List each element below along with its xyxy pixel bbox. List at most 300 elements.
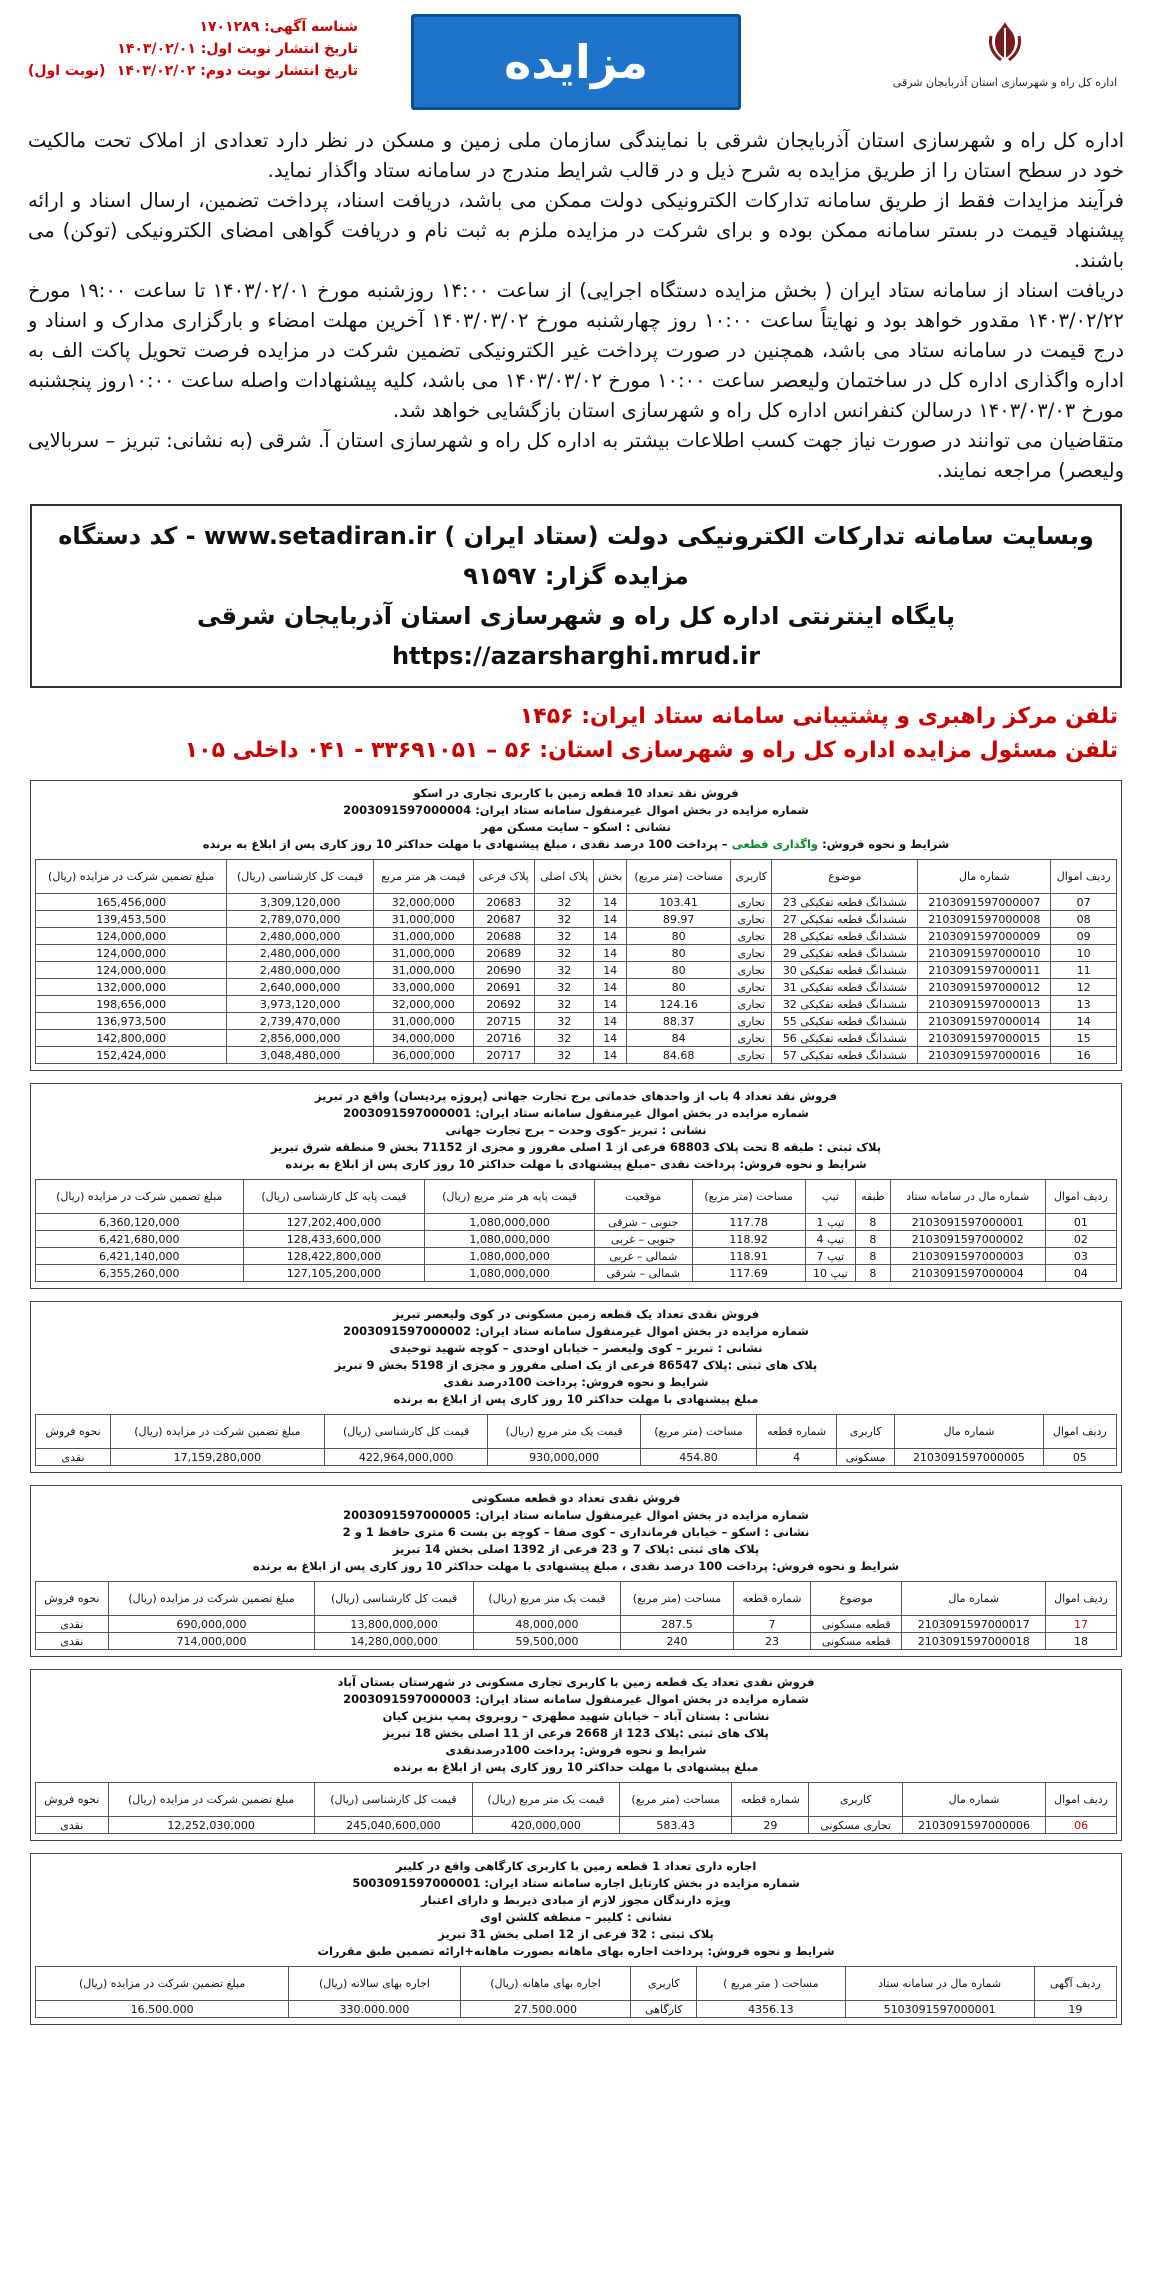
column-header: شماره قطعه xyxy=(732,1783,809,1817)
section-world-trade-tower xyxy=(30,1083,1122,1289)
table-row xyxy=(36,945,1117,962)
table-cell: 103.41 xyxy=(626,894,730,911)
table-cell: 2,480,000,000 xyxy=(227,945,374,962)
registry-plate: پلاک های ثبتی :پلاک 123 از 2668 فرعی از 11 اصلی بخش 18 تبریز xyxy=(383,1726,769,1740)
table-cell: ششدانگ قطعه تفکیکی 56 xyxy=(772,1030,918,1047)
table-cell: نقدی xyxy=(36,1449,111,1466)
table-cell: قطعه مسکونی xyxy=(811,1616,902,1633)
table-cell: 2103091597000014 xyxy=(918,1013,1051,1030)
table-cell: 03 xyxy=(1045,1248,1116,1265)
table-cell: 14 xyxy=(1051,1013,1117,1030)
section-title: فروش نقد تعداد 10 قطعه زمین با کاربری تجاری در اسکو xyxy=(413,786,739,800)
table-row xyxy=(36,2001,1117,2018)
column-header: قیمت پایه کل کارشناسی (ریال) xyxy=(243,1180,425,1214)
table-cell: 14 xyxy=(594,928,627,945)
table-cell: 2103091597000001 xyxy=(890,1214,1045,1231)
table-cell: 15 xyxy=(1051,1030,1117,1047)
table-cell: 2,480,000,000 xyxy=(227,962,374,979)
table-cell: 84.68 xyxy=(626,1047,730,1064)
table-cell: 84 xyxy=(626,1030,730,1047)
address: نشانی : کلیبر – منطقه کلشن اوی xyxy=(480,1910,672,1924)
lots-table xyxy=(35,1179,1117,1282)
table-cell: کارگاهی xyxy=(631,2001,697,2018)
table-cell: 1,080,000,000 xyxy=(425,1248,594,1265)
notice-id: شناسه آگهی: ۱۷۰۱۲۸۹ xyxy=(199,19,358,35)
title-banner xyxy=(411,14,741,110)
table-cell: 2103091597000013 xyxy=(918,996,1051,1013)
lots-table xyxy=(35,859,1117,1064)
table-cell: 32 xyxy=(535,962,594,979)
column-header: مساحت ( متر مربع ) xyxy=(697,1967,845,2001)
table-cell: 20690 xyxy=(473,962,534,979)
table-cell: 4356.13 xyxy=(697,2001,845,2018)
table-row xyxy=(36,962,1117,979)
table-cell: 80 xyxy=(626,945,730,962)
column-header: شماره مال در سامانه ستاد xyxy=(890,1180,1045,1214)
address: نشانی : اسکو – خیابان فرمانداری – کوی صفا – کوچه بن بست 6 متری حافظ 1 و 2 xyxy=(342,1525,810,1539)
publish-date-2: تاریخ انتشار نوبت دوم: ۱۴۰۳/۰۲/۰۲ xyxy=(116,63,358,79)
column-header: مساحت (متر مربع) xyxy=(640,1415,756,1449)
auction-number: شماره مزایده در بخش اموال غیرمنقول سامانه ستاد ایران: 2003091597000002 xyxy=(343,1324,809,1338)
column-header: ردیف اموال xyxy=(1045,1180,1116,1214)
column-header: مبلغ تضمین شرکت در مزایده (ریال) xyxy=(36,1967,289,2001)
table-cell: 14 xyxy=(594,1047,627,1064)
intro-paragraph: دریافت اسناد از سامانه ستاد ایران ( بخش مزایده دستگاه اجرایی) از ساعت ۱۴:۰۰ روزشنبه مورخ ۱۴۰۳/۰۲/۰۱ تا ساعت ۱۹:۰۰ مورخ ۱۴۰۳/۰۲/۲۲ مقدور خواهد بود و نهایتاً ساعت ۱۰:۰۰ روز چهارشنبه مورخ ۱۴۰۳/۰۳/۰۲ آخرین مهلت امضاء و بارگزاری مدارک و اسناد و درج قیمت در سامانه ستاد می باشد، همچنین در صورت پرداخت غیر الکترونیکی تضمین شرکت در مزایده فرصت تحویل پاکت الف به اداره واگذاری اداره کل در ساختمان ولیعصر ساعت ۱۰:۰۰ مورخ ۱۴۰۳/۰۳/۰۲ می باشد، کلیه پیشنهادات واصله ساعت ۱۰:۰۰روز پنجشنبه مورخ ۱۴۰۳/۰۳/۰۳ درسالن کنفرانس اداره کل راه و شهرسازی استان بازگشایی خواهد شد. xyxy=(28,279,1124,422)
table-cell: 20717 xyxy=(473,1047,534,1064)
table-cell: ششدانگ قطعه تفکیکی 23 xyxy=(772,894,918,911)
support-phone: تلفن مرکز راهبری و پشتیبانی سامانه ستاد ایران: ۱۴۵۶ xyxy=(519,704,1118,729)
notice-meta xyxy=(28,16,358,82)
section-osku-residential xyxy=(30,1485,1122,1657)
table-cell: 2103091597000002 xyxy=(890,1231,1045,1248)
table-cell: 2,739,470,000 xyxy=(227,1013,374,1030)
table-cell: 124,000,000 xyxy=(36,962,227,979)
table-cell: تجاری xyxy=(731,894,772,911)
table-cell: 117.78 xyxy=(692,1214,805,1231)
table-cell: 32 xyxy=(535,945,594,962)
table-cell: 136,973,500 xyxy=(36,1013,227,1030)
table-cell: تجاری xyxy=(731,962,772,979)
table-cell: 32 xyxy=(535,1013,594,1030)
table-cell: 31,000,000 xyxy=(373,911,473,928)
table-cell: نقدی xyxy=(36,1633,109,1650)
table-cell: 14 xyxy=(594,1030,627,1047)
table-cell: 8 xyxy=(856,1265,891,1282)
table-cell: 2103091597000012 xyxy=(918,979,1051,996)
table-cell: 127,105,200,000 xyxy=(243,1265,425,1282)
table-cell: 422,964,000,000 xyxy=(324,1449,488,1466)
table-cell: تجاری xyxy=(731,1047,772,1064)
table-cell: ششدانگ قطعه تفکیکی 27 xyxy=(772,911,918,928)
table-cell: تیپ 1 xyxy=(805,1214,855,1231)
table-cell: 2,856,000,000 xyxy=(227,1030,374,1047)
sale-terms: شرایط و نحوه فروش: پرداخت 100درصد نقدی xyxy=(443,1375,709,1389)
table-cell: 18 xyxy=(1046,1633,1117,1650)
column-header: کاربری xyxy=(837,1415,895,1449)
column-header: مبلغ تضمین شرکت در مزایده (ریال) xyxy=(108,1783,314,1817)
table-cell: 2103091597000018 xyxy=(902,1633,1046,1650)
table-cell: 32 xyxy=(535,979,594,996)
lots-table xyxy=(35,1581,1117,1650)
table-cell: 32,000,000 xyxy=(373,894,473,911)
table-cell: 8 xyxy=(856,1231,891,1248)
table-cell: 32,000,000 xyxy=(373,996,473,1013)
column-header: پلاک اصلی xyxy=(535,860,594,894)
auction-number: شماره مزایده در بخش کارتابل اجاره سامانه ستاد ایران: 5003091597000001 xyxy=(352,1876,800,1890)
table-cell: 8 xyxy=(856,1214,891,1231)
table-cell: تجاری مسکونی xyxy=(809,1817,902,1834)
table-cell: 583.43 xyxy=(619,1817,731,1834)
table-cell: 2103091597000005 xyxy=(895,1449,1043,1466)
table-cell: 6,421,140,000 xyxy=(36,1248,244,1265)
table-cell: 11 xyxy=(1051,962,1117,979)
section-title: فروش نقدی تعداد دو قطعه مسکونی xyxy=(471,1491,681,1505)
table-cell: 20692 xyxy=(473,996,534,1013)
table-row xyxy=(36,1214,1117,1231)
table-cell: 20715 xyxy=(473,1013,534,1030)
auction-number: شماره مزایده در بخش اموال غیرمنقول سامانه ستاد ایران: 2003091597000003 xyxy=(343,1692,809,1706)
column-header: اجاره بهای ماهانه (ریال) xyxy=(460,1967,631,2001)
table-cell: 12 xyxy=(1051,979,1117,996)
sale-terms: شرایط و نحوه فروش: پرداخت نقدی –مبلغ پیشنهادی با مهلت حداکثر 10 روز کاری پس از ابلاغ به برنده xyxy=(285,1157,867,1171)
table-cell: 8 xyxy=(856,1248,891,1265)
table-row xyxy=(36,979,1117,996)
table-cell: 2103091597000004 xyxy=(890,1265,1045,1282)
table-cell: 198,656,000 xyxy=(36,996,227,1013)
section-title: فروش نقدی تعداد یک قطعه زمین با کاربری تجاری مسکونی در شهرستان بستان آباد xyxy=(337,1675,815,1689)
table-cell: 14 xyxy=(594,979,627,996)
table-cell: 6,355,260,000 xyxy=(36,1265,244,1282)
table-cell: 330.000.000 xyxy=(289,2001,460,2018)
table-cell: 31,000,000 xyxy=(373,1013,473,1030)
table-cell: 2103091597000009 xyxy=(918,928,1051,945)
table-cell: 16 xyxy=(1051,1047,1117,1064)
column-header: قیمت کل کارشناسی (ریال) xyxy=(315,1582,473,1616)
table-cell: 1,080,000,000 xyxy=(425,1231,594,1248)
table-row xyxy=(36,911,1117,928)
column-header: نحوه فروش xyxy=(36,1783,109,1817)
column-header: پلاک فرعی xyxy=(473,860,534,894)
column-header: مساحت (متر مربع) xyxy=(626,860,730,894)
table-cell: 6,421,680,000 xyxy=(36,1231,244,1248)
table-cell: 118.92 xyxy=(692,1231,805,1248)
table-row xyxy=(36,1248,1117,1265)
table-cell: 29 xyxy=(732,1817,809,1834)
section-header xyxy=(35,1088,1117,1173)
table-cell: 14 xyxy=(594,945,627,962)
column-header: مساحت (متر مربع) xyxy=(619,1783,731,1817)
table-cell: 240 xyxy=(621,1633,734,1650)
transfer-type: واگذاری قطعی xyxy=(731,837,819,851)
table-cell: 20716 xyxy=(473,1030,534,1047)
column-header: کاربری xyxy=(809,1783,902,1817)
table-cell: 1,080,000,000 xyxy=(425,1214,594,1231)
table-cell: جنوبی – شرقی xyxy=(594,1214,692,1231)
table-cell: تجاری xyxy=(731,996,772,1013)
intro-paragraph: فرآیند مزایدات فقط از طریق سامانه تدارکات الکترونیکی دولت ممکن می باشد، دریافت اسناد، پرداخت تضمین، ارسال اسناد و ارائه پیشنهاد قیمت در بستر سامانه ممکن بوده و برای شرکت در مزایده ملزم به ثبت نام و دریافت گواهی امضای الکترونیکی (توکن) می باشند. xyxy=(28,189,1124,272)
table-cell: 59,500,000 xyxy=(473,1633,620,1650)
column-header: نحوه فروش xyxy=(36,1582,109,1616)
website-box xyxy=(30,504,1122,688)
column-header: ردیف آگهی xyxy=(1034,1967,1116,2001)
table-cell: 20687 xyxy=(473,911,534,928)
column-header: کاربری xyxy=(631,1967,697,2001)
table-cell: 80 xyxy=(626,979,730,996)
table-cell: 117.69 xyxy=(692,1265,805,1282)
table-cell: شمالی – شرقی xyxy=(594,1265,692,1282)
table-row xyxy=(36,894,1117,911)
intro-text xyxy=(22,126,1130,486)
phone-info xyxy=(34,700,1118,768)
table-cell: 14 xyxy=(594,962,627,979)
table-cell: 165,456,000 xyxy=(36,894,227,911)
table-cell: 33,000,000 xyxy=(373,979,473,996)
table-cell: 14 xyxy=(594,1013,627,1030)
table-cell: 88.37 xyxy=(626,1013,730,1030)
column-header: تیپ xyxy=(805,1180,855,1214)
column-header: مساحت (متر مربع) xyxy=(692,1180,805,1214)
intro-paragraph: متقاضیان می توانند در صورت نیاز جهت کسب اطلاعات بیشتر به اداره کل راه و شهرسازی استان آ. شرقی (به نشانی: تبریز – سربالایی ولیعصر) مراجعه نمایند. xyxy=(28,429,1124,482)
table-cell: 19 xyxy=(1034,2001,1116,2018)
table-cell: 454.80 xyxy=(640,1449,756,1466)
table-cell: 27.500.000 xyxy=(460,2001,631,2018)
table-cell: 32 xyxy=(535,894,594,911)
column-header: قیمت پایه هر متر مربع (ریال) xyxy=(425,1180,594,1214)
table-cell: 32 xyxy=(535,928,594,945)
table-row xyxy=(36,928,1117,945)
column-header: طبقه xyxy=(856,1180,891,1214)
table-cell: 128,433,600,000 xyxy=(243,1231,425,1248)
table-cell: 80 xyxy=(626,962,730,979)
table-cell: 118.91 xyxy=(692,1248,805,1265)
table-cell: 17,159,280,000 xyxy=(111,1449,325,1466)
section-header xyxy=(35,1858,1117,1960)
column-header: نحوه فروش xyxy=(36,1415,111,1449)
table-cell: 14 xyxy=(594,996,627,1013)
section-header xyxy=(35,1490,1117,1575)
table-cell: تیپ 10 xyxy=(805,1265,855,1282)
table-cell: 4 xyxy=(757,1449,837,1466)
table-cell: 127,202,400,000 xyxy=(243,1214,425,1231)
column-header: شماره مال xyxy=(902,1582,1046,1616)
table-cell: 287.5 xyxy=(621,1616,734,1633)
section-header xyxy=(35,1306,1117,1408)
table-cell: 32 xyxy=(535,1047,594,1064)
publish-round: (نوبت اول) xyxy=(28,63,106,79)
table-cell: 10 xyxy=(1051,945,1117,962)
table-cell: 3,973,120,000 xyxy=(227,996,374,1013)
table-cell: 23 xyxy=(733,1633,810,1650)
table-cell: 16.500.000 xyxy=(36,2001,289,2018)
table-cell: 2103091597000003 xyxy=(890,1248,1045,1265)
table-cell: 420,000,000 xyxy=(472,1817,619,1834)
column-header: قیمت یک متر مربع (ریال) xyxy=(472,1783,619,1817)
section-valiasr-residential xyxy=(30,1301,1122,1473)
table-cell: 930,000,000 xyxy=(488,1449,640,1466)
table-cell: قطعه مسکونی xyxy=(811,1633,902,1650)
table-cell: 31,000,000 xyxy=(373,962,473,979)
section-header xyxy=(35,1674,1117,1776)
table-cell: شمالی – غربی xyxy=(594,1248,692,1265)
sale-terms: شرایط و نحوه فروش: پرداخت 100 درصد نقدی ، مبلغ پیشنهادی با مهلت حداکثر 10 روز کاری پس از ابلاغ به برنده xyxy=(252,1559,900,1573)
table-cell: تجاری xyxy=(731,1030,772,1047)
column-header: شماره مال xyxy=(895,1415,1043,1449)
table-cell: 89.97 xyxy=(626,911,730,928)
column-header: موضوع xyxy=(811,1582,902,1616)
column-header: قیمت یک متر مربع (ریال) xyxy=(488,1415,640,1449)
table-cell: 31,000,000 xyxy=(373,928,473,945)
lots-table xyxy=(35,1782,1117,1834)
table-cell: 124,000,000 xyxy=(36,945,227,962)
table-row xyxy=(36,1817,1117,1834)
org-website[interactable]: پایگاه اینترنتی اداره کل راه و شهرسازی استان آذربایجان شرقی https://azarsharghi.mrud.ir xyxy=(196,602,956,670)
eligibility-note: ویژه دارندگان مجوز لازم از مبادی ذیربط و دارای اعتبار xyxy=(421,1893,731,1907)
column-header: ردیف اموال xyxy=(1043,1415,1116,1449)
table-cell: 13 xyxy=(1051,996,1117,1013)
table-cell: 2,789,070,000 xyxy=(227,911,374,928)
table-cell: 2103091597000007 xyxy=(918,894,1051,911)
section-bostanabad xyxy=(30,1669,1122,1841)
table-row xyxy=(36,1013,1117,1030)
sale-terms: شرایط و نحوه فروش: پرداخت اجاره بهای ماهانه بصورت ماهانه+ارائه تضمین طبق مقررات xyxy=(317,1944,835,1958)
column-header: مبلغ تضمین شرکت در مزایده (ریال) xyxy=(36,860,227,894)
table-row xyxy=(36,1633,1117,1650)
sale-terms: شرایط و نحوه فروش: پرداخت 100درصدنقدی xyxy=(445,1743,707,1757)
publish-date-1: تاریخ انتشار نوبت اول: ۱۴۰۳/۰۲/۰۱ xyxy=(117,41,358,57)
table-row xyxy=(36,1231,1117,1248)
column-header: کاربری xyxy=(731,860,772,894)
column-header: شماره قطعه xyxy=(733,1582,810,1616)
table-cell: نقدی xyxy=(36,1616,109,1633)
column-header: ردیف اموال xyxy=(1046,1582,1117,1616)
column-header: شماره قطعه xyxy=(757,1415,837,1449)
table-cell: 1,080,000,000 xyxy=(425,1265,594,1282)
table-cell: 01 xyxy=(1045,1214,1116,1231)
table-cell: مسکونی xyxy=(837,1449,895,1466)
table-cell: ششدانگ قطعه تفکیکی 30 xyxy=(772,962,918,979)
table-cell: 6,360,120,000 xyxy=(36,1214,244,1231)
deadline-note: مبلغ پیشنهادی با مهلت حداکثر 10 روز کاری پس از ابلاغ به برنده xyxy=(393,1392,759,1406)
table-row xyxy=(36,1616,1117,1633)
table-cell: 14 xyxy=(594,911,627,928)
table-cell: 3,048,480,000 xyxy=(227,1047,374,1064)
table-cell: 152,424,000 xyxy=(36,1047,227,1064)
table-cell: 13,800,000,000 xyxy=(315,1616,473,1633)
table-cell: تجاری xyxy=(731,928,772,945)
auction-number: شماره مزایده در بخش اموال غیرمنقول سامانه ستاد ایران: 2003091597000004 xyxy=(343,803,809,817)
table-cell: 2103091597000010 xyxy=(918,945,1051,962)
section-header xyxy=(35,785,1117,853)
table-cell: 05 xyxy=(1043,1449,1116,1466)
column-header: قیمت کل کارشناسی (ریال) xyxy=(227,860,374,894)
table-cell: ششدانگ قطعه تفکیکی 28 xyxy=(772,928,918,945)
table-cell: 124.16 xyxy=(626,996,730,1013)
table-cell: 5103091597000001 xyxy=(845,2001,1034,2018)
table-cell: 48,000,000 xyxy=(473,1616,620,1633)
table-cell: 04 xyxy=(1045,1265,1116,1282)
table-cell: 2,480,000,000 xyxy=(227,928,374,945)
org-name: اداره کل راه و شهرسازی استان آذربایجان شرقی xyxy=(892,76,1118,89)
registry-plate: پلاک های ثبتی :پلاک 7 و 23 فرعی از 1392 اصلی بخش 14 تبریز xyxy=(392,1542,760,1556)
table-cell: 20689 xyxy=(473,945,534,962)
column-header: شماره مال xyxy=(918,860,1051,894)
iran-emblem-icon xyxy=(981,18,1029,66)
table-cell: 20691 xyxy=(473,979,534,996)
column-header: مساحت (متر مربع) xyxy=(621,1582,734,1616)
table-cell: 80 xyxy=(626,928,730,945)
table-cell: 02 xyxy=(1045,1231,1116,1248)
table-row xyxy=(36,996,1117,1013)
table-cell: 20688 xyxy=(473,928,534,945)
column-header: مبلغ تضمین شرکت در مزایده (ریال) xyxy=(36,1180,244,1214)
setad-website[interactable]: وبسایت سامانه تدارکات الکترونیکی دولت (ستاد ایران ) www.setadiran.ir - کد دستگاه مزایده گزار: ۹۱۵۹۷ xyxy=(58,522,1094,590)
address: نشانی : تبریز –کوی وحدت – برج تجارت جهانی xyxy=(445,1123,707,1137)
column-header: اجاره بهای سالانه (ریال) xyxy=(289,1967,460,2001)
column-header: شماره مال در سامانه ستاد xyxy=(845,1967,1034,2001)
address: نشانی : تبریز – کوی ولیعصر – خیابان اوحدی – کوچه شهید توحیدی xyxy=(389,1341,763,1355)
table-cell: تیپ 7 xyxy=(805,1248,855,1265)
table-cell: 2103091597000015 xyxy=(918,1030,1051,1047)
table-cell: 09 xyxy=(1051,928,1117,945)
column-header: ردیف اموال xyxy=(1051,860,1117,894)
table-cell: 32 xyxy=(535,911,594,928)
column-header: قیمت کل کارشناسی (ریال) xyxy=(324,1415,488,1449)
section-osku-commercial xyxy=(30,780,1122,1071)
table-cell: 690,000,000 xyxy=(108,1616,315,1633)
table-cell: 08 xyxy=(1051,911,1117,928)
table-cell: 3,309,120,000 xyxy=(227,894,374,911)
table-cell: 32 xyxy=(535,996,594,1013)
table-cell: ششدانگ قطعه تفکیکی 29 xyxy=(772,945,918,962)
table-cell: 2,640,000,000 xyxy=(227,979,374,996)
section-title: فروش نقدی تعداد یک قطعه زمین مسکونی در کوی ولیعصر تبریز xyxy=(392,1307,760,1321)
table-cell: 2103091597000017 xyxy=(902,1616,1046,1633)
table-cell: 14 xyxy=(594,894,627,911)
table-cell: 12,252,030,000 xyxy=(108,1817,314,1834)
table-cell: 128,422,800,000 xyxy=(243,1248,425,1265)
column-header: قیمت هر متر مربع xyxy=(373,860,473,894)
column-header: مبلغ تضمین شرکت در مزایده (ریال) xyxy=(108,1582,315,1616)
column-header: شماره مال xyxy=(902,1783,1045,1817)
column-header: موقعیت xyxy=(594,1180,692,1214)
section-kaleybar-rental xyxy=(30,1853,1122,2025)
table-cell: ششدانگ قطعه تفکیکی 31 xyxy=(772,979,918,996)
table-cell: 2103091597000011 xyxy=(918,962,1051,979)
registry-plate: پلاک ثبتی : 32 فرعی از 12 اصلی بخش 31 تبریز xyxy=(438,1927,714,1941)
auction-number: شماره مزایده در بخش اموال غیرمنقول سامانه ستاد ایران: 2003091597000005 xyxy=(343,1508,809,1522)
table-cell: نقدی xyxy=(36,1817,109,1834)
registry-plate: پلاک های ثبتی :پلاک 86547 فرعی از یک اصلی مفروز و مجزی از 5198 بخش 9 تبریز xyxy=(334,1358,818,1372)
notice-header xyxy=(22,10,1130,120)
table-cell: 2103091597000016 xyxy=(918,1047,1051,1064)
deadline-note: مبلغ پیشنهادی با مهلت حداکثر 10 روز کاری پس از ابلاغ به برنده xyxy=(393,1760,759,1774)
table-cell: جنوبی – غربی xyxy=(594,1231,692,1248)
auction-officer-phone: تلفن مسئول مزایده اداره کل راه و شهرسازی استان: ۵۶ – ۳۳۶۹۱۰۵۱ - ۰۴۱ داخلی ۱۰۵ xyxy=(184,738,1118,763)
table-cell: تجاری xyxy=(731,979,772,996)
sale-terms: شرایط و نحوه فروش: واگذاری قطعی – پرداخت 100 درصد نقدی ، مبلغ پیشنهادی با مهلت حداکثر 10 روز کاری پس از ابلاغ به برنده xyxy=(202,837,950,851)
lots-table xyxy=(35,1966,1117,2018)
table-cell: 245,040,600,000 xyxy=(314,1817,472,1834)
table-cell: 20683 xyxy=(473,894,534,911)
column-header: بخش xyxy=(594,860,627,894)
table-cell: 714,000,000 xyxy=(108,1633,315,1650)
column-header: موضوع xyxy=(772,860,918,894)
table-cell: 132,000,000 xyxy=(36,979,227,996)
table-cell: 142,800,000 xyxy=(36,1030,227,1047)
registry-plate: پلاک ثبتی : طبقه 8 تحت پلاک 68803 فرعی از 1 اصلی مفروز و مجزی از 71152 بخش 9 منطقه شرق تبریز xyxy=(270,1140,882,1154)
table-cell: تجاری xyxy=(731,945,772,962)
lots-table xyxy=(35,1414,1117,1466)
